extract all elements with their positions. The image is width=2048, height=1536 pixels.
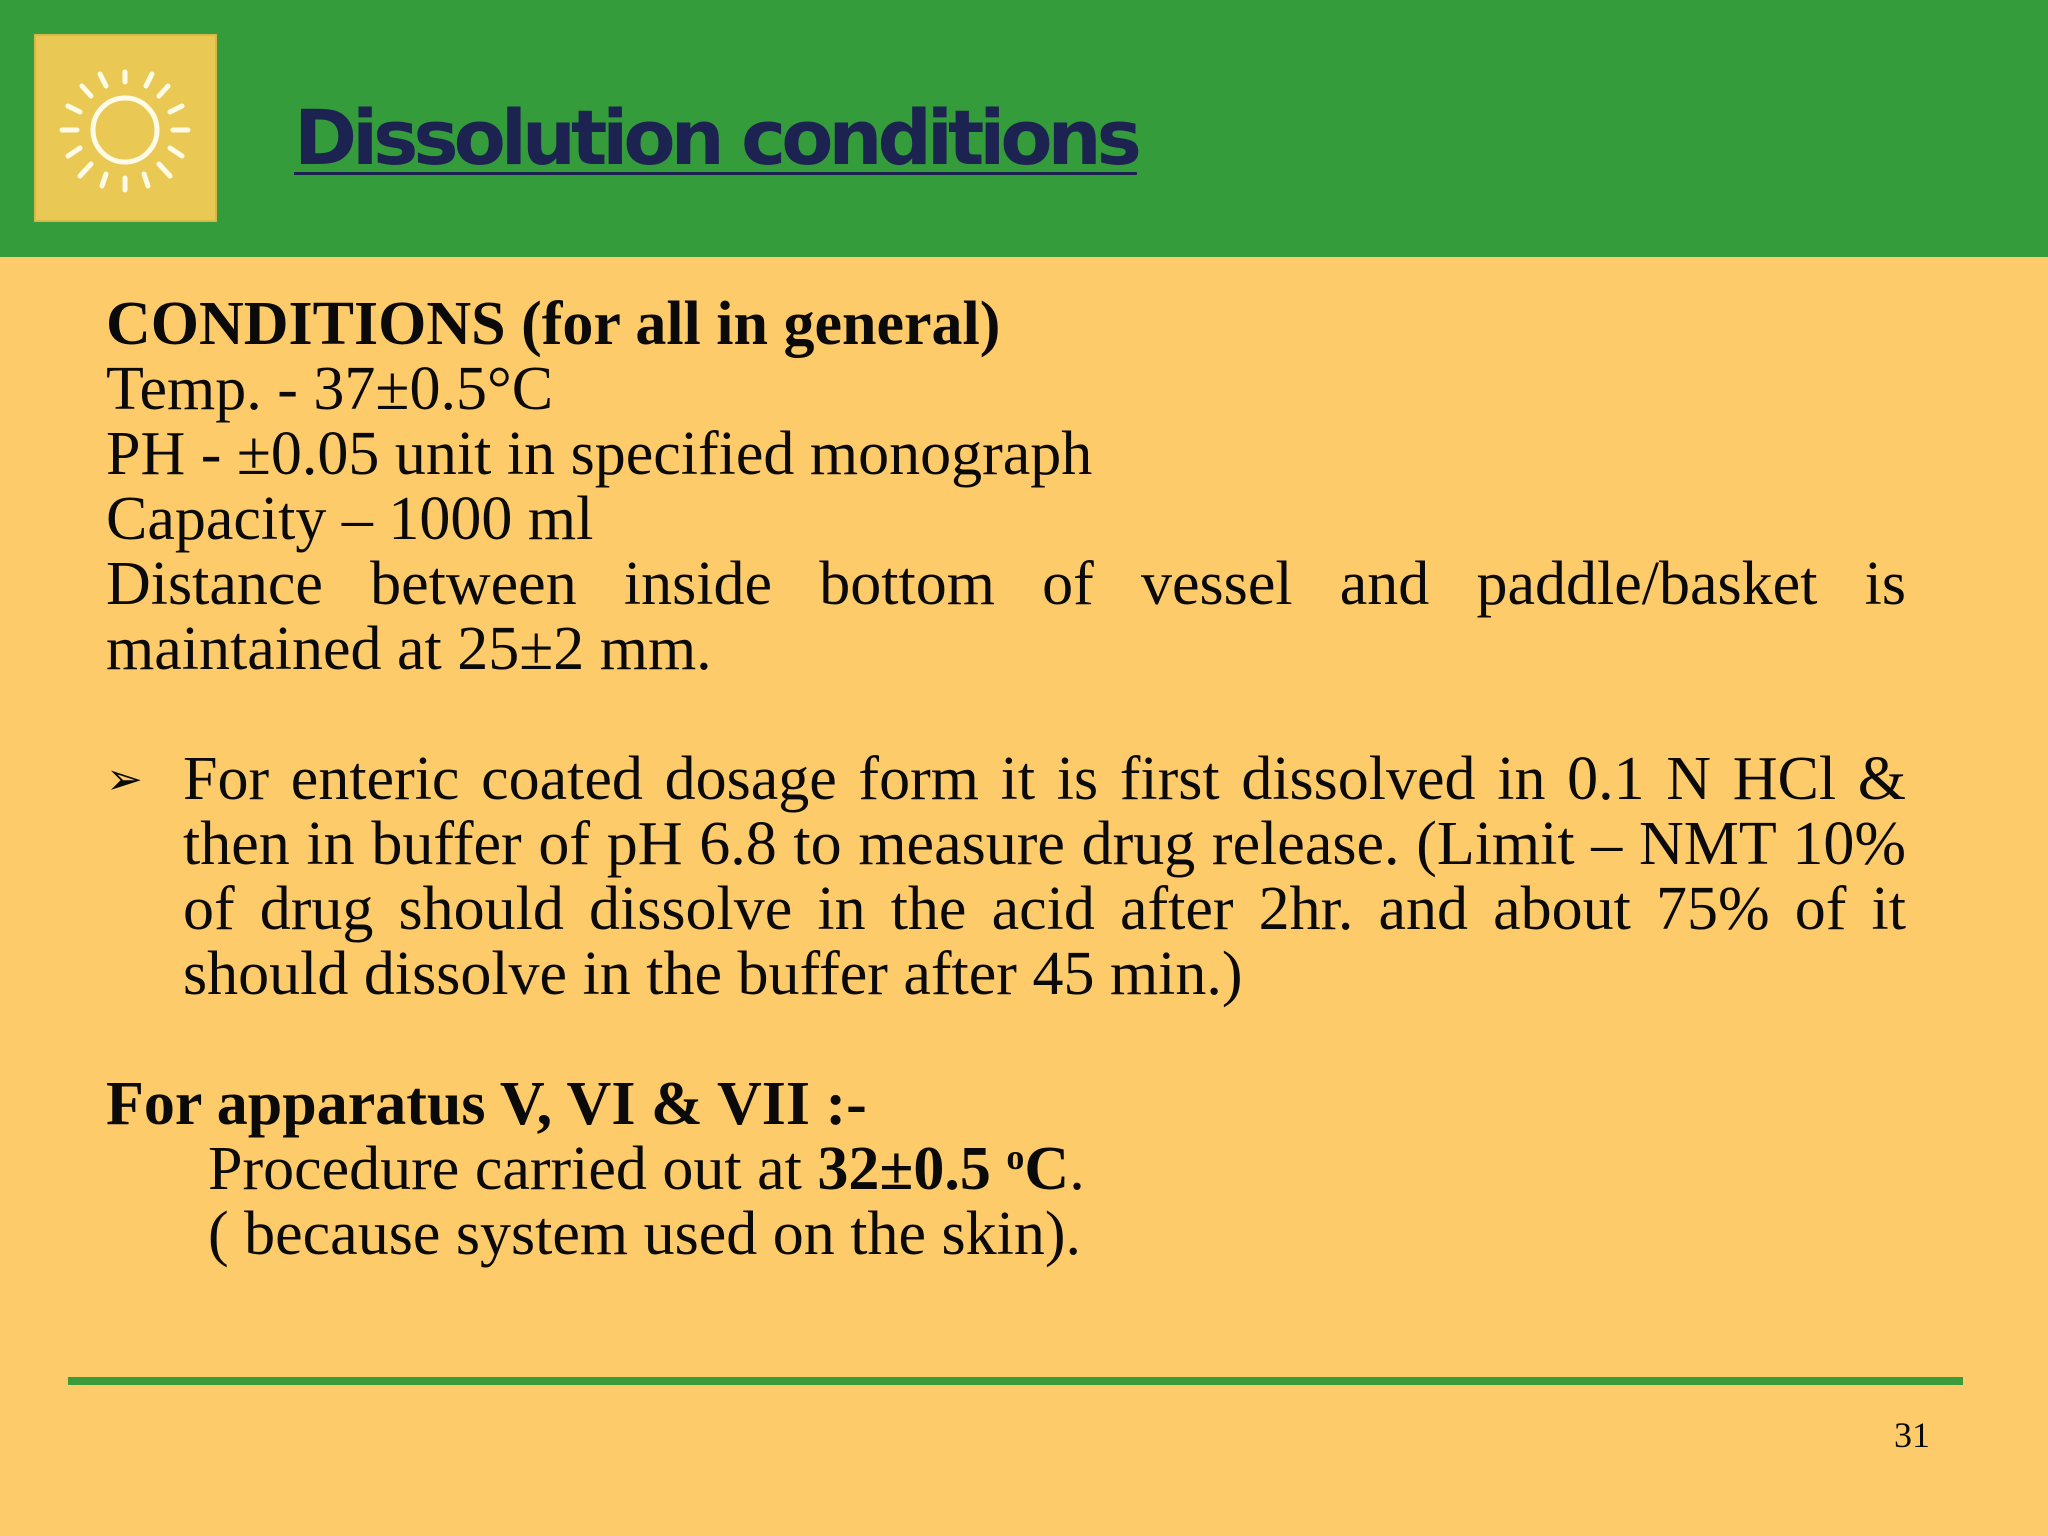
capacity-line: Capacity – 1000 ml (106, 485, 594, 553)
reason-line: ( because system used on the skin). (208, 1200, 1081, 1268)
temperature-line: Temp. - 37±0.5°C (106, 355, 554, 423)
spacer (106, 682, 1906, 747)
page-number: 31 (1894, 1415, 1930, 1455)
enteric-bullet-text: For enteric coated dosage form it is first dissolved in 0.1 N HCl & then in buffer of pH 6.8 to measure drug release. (Limit – NMT 10% of drug should dissolve in the acid after 2hr. and about 75% of it should dissolve in the buffer after 45 min.) (183, 745, 1906, 1008)
ph-line: PH - ±0.05 unit in specified monograph (106, 420, 1093, 488)
procedure-suffix: . (1069, 1135, 1085, 1203)
footer-divider (68, 1377, 1963, 1385)
procedure-prefix: Procedure carried out at (208, 1135, 818, 1203)
apparatus-heading: For apparatus V, VI & VII :- (106, 1070, 867, 1138)
arrow-bullet-icon: ➢ (106, 754, 143, 805)
slide-body (106, 292, 1906, 1267)
enteric-bullet (106, 747, 1906, 1007)
procedure-value: 32±0.5 (817, 1135, 1007, 1203)
procedure-temperature (817, 1135, 1069, 1203)
sun-icon (34, 34, 217, 222)
logo-tile (34, 34, 217, 222)
slide-title: Dissolution conditions (294, 93, 1137, 182)
procedure-unit: C (1024, 1135, 1070, 1203)
conditions-heading: CONDITIONS (for all in general) (106, 290, 1001, 358)
degree-symbol: o (1006, 1137, 1025, 1177)
procedure-line (106, 1137, 1906, 1202)
spacer (106, 1007, 1906, 1072)
distance-paragraph: Distance between inside bottom of vessel and paddle/basket is maintained at 25±2 mm. (106, 550, 1906, 683)
